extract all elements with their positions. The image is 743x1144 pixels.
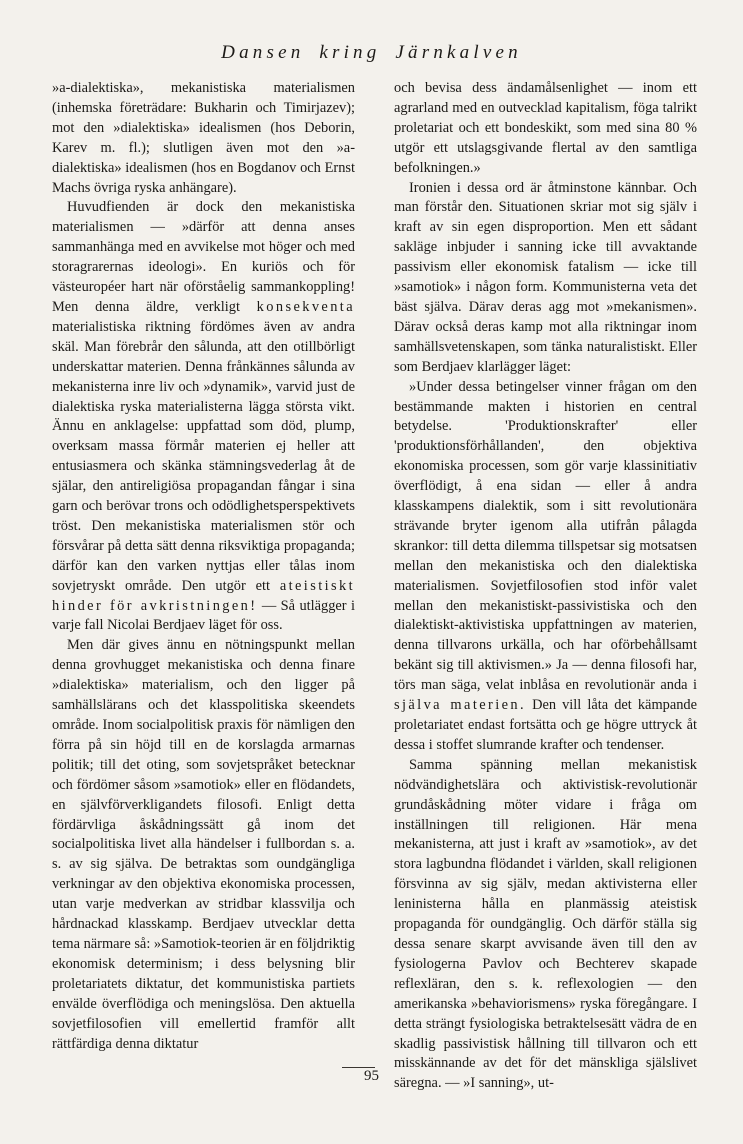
paragraph (394, 378, 697, 756)
paragraph: och bevisa dess ändamålsenlighet — inom ett agrarland med en outvecklad kapitalism, föga talrikt proletariat och ett bondeskikt, som med sina 80 % utgör ett utslagsgivande flertal av den samtliga befolkningen.» (394, 80, 697, 176)
paragraph: Samma spänning mellan mekanistisk nödvändighetslära och aktivistisk-revolutionär grundåskådning möter vidare i fråga om inställningen till religionen. Här mena mekanisterna, att just i kraft av »samotiok», av det stora lagbundna flödandet i världen, skall religionen försvinna av sig själv, medan aktivisterna eller leninisterna hålla en planmässig ateistisk propaganda för oundgänglig. Och därför ställa sig dessa senare skarpt avvisande även till den av fysiologerna Pavlov och Bechterev skapade reflexläran, den s. k. reflexologien — den amerikanska »behaviorismens» ryska föregångare. I detta strängt fysiologiska betraktelsesätt vädra de en skadlig passivistisk hållning till tillvaron och ett misskännande av det för det mänskliga själslivet säregna. — »I sanning», ut- (394, 756, 697, 1092)
paragraph-text: »Under dessa betingelser vinner frågan om den bestämmande makten i historien en central betydelse. 'Produktionskrafter' eller 'produktionsförhållanden', den objektiva ekonomiska processen, som gör varje klassinitiativ överflödigt, å ena sidan — eller å andra klasskampens dialektik, som i sitt revolutionära strävande bryter igenom alla utifrån pålagda skrankor: till detta dilemma tillspetsar sig motsatsen mellan den mekanistiska och den dialektiska materialismen. Sovjetfilosofien stod inför valet mellan den mekanistiskt-passivistiska och den dialektiskt-aktivistiska uppfattningen av materien, denna tillvarons urkälla, och har oförbehållsamt bekänt sig till aktivismen.» Ja — denna filosofi har, törs man säga, velat inblåsa en revolutionär anda i (394, 378, 697, 694)
paragraph-text: Den vill låta det kämpande proletariatet endast fortsätta och ge högre uttryck åt dessa i stoffet slumrande krafter och tendenser. (394, 697, 697, 753)
paragraph-text: Huvudfienden är dock den mekanistiska materialismen — »därför att denna anses sammanhänga med en avvikelse mot höger och med storagrarernas ideologi». En kuriös och för västeuropéer hart när oförståelig sammankoppling! Men denna äldre, verkligt (52, 199, 355, 315)
paragraph: Ironien i dessa ord är åtminstone kännbar. Och man förstår den. Situationen skriar mot sig själv i kraft av sin egen disproportion. Men ett sådant sakläge inbjuder i sanning icke till avvaktande passivism eller ekonomisk fatalism — icke till »samotiok» i någon form. Kommunisterna veta det bäst själva. Därav deras agg mot »mekanismen». Därav också deras kamp mot alla riktningar inom samhällsvetenskapen, som tänka naturalistiskt. Eller som Berdjaev klarlägger läget: (394, 179, 697, 375)
emphasis-spaced: konsekventa (256, 298, 355, 315)
paragraph: Men där gives ännu en nötningspunkt mellan denna grovhugget mekanistiska och denna finare »dialektiska» materialism, och den ligger på samhällslärans och det klasspolitiska skeendets område. Inom socialpolitisk praxis för nämligen den förra på sin höjd till en de korslagda armarnas politik; till det oting, som sovjetspråket betecknar och fördömer såsom »samotiok» eller en flödandets, en självförverkligandets filosofi. Enligt detta fördärvliga åskådningssätt gå inom det socialpolitiska livet alla händelser i fullbordan s. a. s. av sig själva. De betraktas som oundgängliga verkningar av den objektiva ekonomiska processen, utan varje medverkan av stridbar klassvilja och hårdnackad klasskamp. Berdjaev utvecklar detta tema närmare så: »Samotiok-teorien är en följdriktig ekonomisk determinism; i dess belysning blir proletariatets diktatur, det kommunistiska partiets envälde överflödiga och meningslösa. Den aktuella sovjetfilosofien vill emellertid framför allt rättfärdiga denna diktatur (52, 637, 355, 1052)
page-number: 95 (364, 1068, 379, 1084)
emphasis-spaced: själva materien. (394, 697, 526, 714)
paragraph (52, 198, 355, 636)
left-column (52, 79, 355, 1094)
paragraph-text: materialistiska riktning fördömes även av andra skäl. Man förebrår den sålunda, att den otillbörligt underskattar materien. Denna frånkännes sålunda av mekanisterna inre liv och »dynamik», varvid just de dialektiska ryska materialisterna lägga största vikt. Ännu en anklagelse: uppfattad som död, plump, overksam massa förmår materien ej heller att entusiasmera och skänka stämningsvederlag åt de själar, den antireligiösa propagandan fångar i sina garn och berövar trons och odödlighetsperspektivets tröst. Den mekanistiska materialismen stör och försvårar på detta sätt denna riksviktiga propaganda; därför kan den varken nyttjas eller tålas inom sovjetryskt område. Den utgör ett (52, 318, 355, 594)
emphasis-spaced: ateistiskt hinder för avkristningen! (52, 577, 355, 614)
right-column (394, 79, 697, 1094)
paragraph-text: — Så utlägger i varje fall Nicolai Berdjaev läget för oss. (52, 597, 355, 634)
running-head-title: Dansen kring Järnkalven (221, 42, 522, 63)
paragraph: »a-dialektiska», mekanistiska materialismen (inhemska företrädare: Bukharin och Timirjazev); mot den »dialektiska» idealismen (hos Deborin, Karev m. fl.); slutligen även mot den »a-dialektiska» idealismen (hos en Bogdanov och Ernst Machs övriga ryska anhängare). (52, 80, 355, 196)
text-columns (52, 79, 697, 1094)
